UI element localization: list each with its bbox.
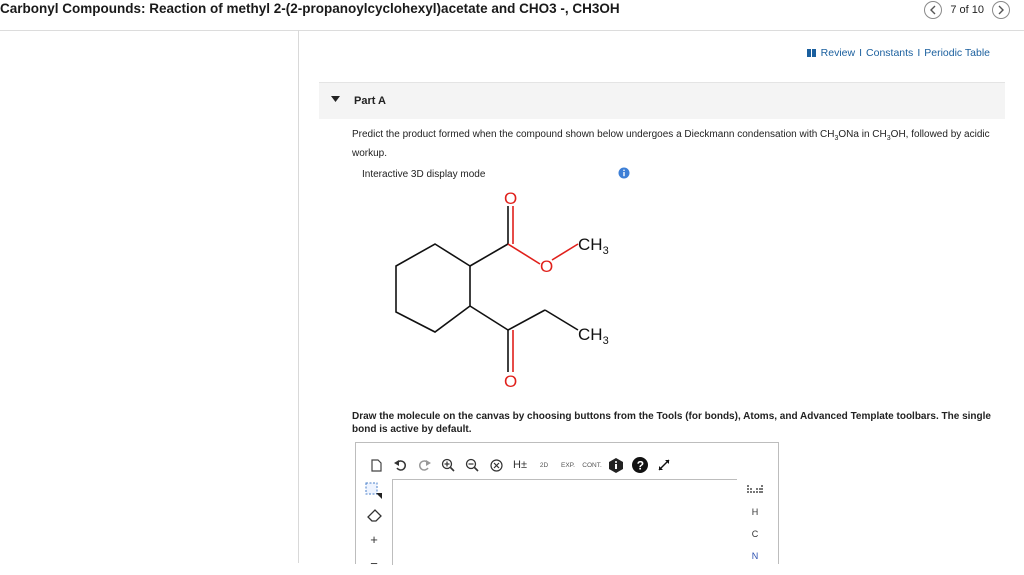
review-link[interactable]: Review xyxy=(820,47,856,59)
sidebar-divider xyxy=(298,30,299,563)
display-mode-label[interactable]: Interactive 3D display mode xyxy=(362,169,486,180)
atom-n-button[interactable]: N xyxy=(751,551,759,561)
clear-icon xyxy=(490,459,503,472)
drawing-canvas[interactable] xyxy=(392,479,737,565)
molecule-editor xyxy=(355,442,779,571)
methyl-subscript: 3 xyxy=(602,245,609,257)
document-icon xyxy=(371,459,382,472)
clean-2d-button[interactable]: 2D xyxy=(539,461,549,469)
erase-tool-button[interactable] xyxy=(363,503,385,527)
link-separator: I xyxy=(859,47,863,59)
info-icon[interactable] xyxy=(618,167,630,179)
redo-icon xyxy=(418,459,431,471)
page-counter: 7 of 10 xyxy=(950,4,984,16)
question-text-1: Predict the product formed when the compound shown below undergoes a Dieckmann condensation with CH xyxy=(352,129,835,140)
charge-plus-button[interactable]: + xyxy=(370,531,378,547)
hexagon-info-icon xyxy=(609,458,623,473)
methyl-label xyxy=(578,235,609,257)
help-button[interactable] xyxy=(628,453,652,477)
oxygen-atom-label: O xyxy=(540,257,554,276)
oxygen-atom-label: O xyxy=(504,372,518,391)
cyclohexane-ring xyxy=(396,244,470,332)
expand-arrows-icon xyxy=(657,458,671,472)
fullscreen-button[interactable] xyxy=(652,453,676,477)
draw-instructions: Draw the molecule on the canvas by choosing buttons from the Tools (for bonds), Atoms, and Advanced Template toolbars. The single bond is active by default. xyxy=(352,411,991,435)
page-title: Carbonyl Compounds: Reaction of methyl 2-(2-propanoylcyclohexyl)acetate and CHO3 -, CH3OH xyxy=(0,1,620,16)
chevron-right-icon xyxy=(997,5,1005,15)
book-icon xyxy=(807,49,817,57)
next-button[interactable] xyxy=(992,1,1010,19)
link-separator: I xyxy=(917,47,921,59)
periodic-table-link[interactable]: Periodic Table xyxy=(924,47,990,59)
methyl-label xyxy=(578,325,609,347)
atom-c-button[interactable]: C xyxy=(751,529,759,539)
clear-button[interactable] xyxy=(484,453,508,477)
atom-h-button[interactable]: H xyxy=(751,507,759,517)
charge-minus-button[interactable]: − xyxy=(370,555,378,571)
explicit-hydrogens-button[interactable]: H± xyxy=(513,459,527,471)
part-header[interactable] xyxy=(319,82,1005,119)
zoom-out-icon xyxy=(465,458,479,472)
select-tool-button[interactable] xyxy=(363,479,385,503)
contract-button[interactable]: CONT. xyxy=(582,461,602,469)
atom-toolbar xyxy=(740,479,770,567)
periodic-table-button[interactable] xyxy=(740,479,770,501)
info-button[interactable] xyxy=(604,453,628,477)
caret-down-icon[interactable] xyxy=(331,96,340,102)
header-divider xyxy=(0,30,1024,31)
constants-link[interactable]: Constants xyxy=(866,47,914,59)
methyl-text: CH xyxy=(578,325,603,344)
eraser-icon xyxy=(367,509,382,522)
undo-icon xyxy=(394,459,407,471)
zoom-in-icon xyxy=(441,458,455,472)
question-text-2: ONa in CH xyxy=(838,129,887,140)
help-icon xyxy=(632,457,648,473)
subscript: 3 xyxy=(886,135,891,142)
part-label: Part A xyxy=(354,95,386,107)
previous-button[interactable] xyxy=(924,1,942,19)
zoom-out-button[interactable] xyxy=(460,453,484,477)
expand-button[interactable]: EXP. xyxy=(561,461,575,469)
question-text xyxy=(352,127,1002,161)
redo-button[interactable] xyxy=(412,453,436,477)
editor-left-toolbar xyxy=(363,479,385,575)
selection-icon xyxy=(365,482,383,500)
zoom-in-button[interactable] xyxy=(436,453,460,477)
editor-top-toolbar xyxy=(364,451,704,479)
methyl-text: CH xyxy=(578,235,603,254)
chevron-left-icon xyxy=(929,5,937,15)
molecule-structure xyxy=(380,186,640,391)
subscript: 3 xyxy=(834,135,839,142)
methyl-subscript: 3 xyxy=(602,335,609,347)
oxygen-atom-label: O xyxy=(504,189,518,208)
question-text-3: OH, followed by acidic workup. xyxy=(352,129,990,159)
svg-text:?: ? xyxy=(636,458,645,473)
periodic-grid-icon xyxy=(747,485,763,495)
undo-button[interactable] xyxy=(388,453,412,477)
pagination xyxy=(924,1,1010,19)
resource-links xyxy=(807,47,990,59)
new-document-button[interactable] xyxy=(364,453,388,477)
